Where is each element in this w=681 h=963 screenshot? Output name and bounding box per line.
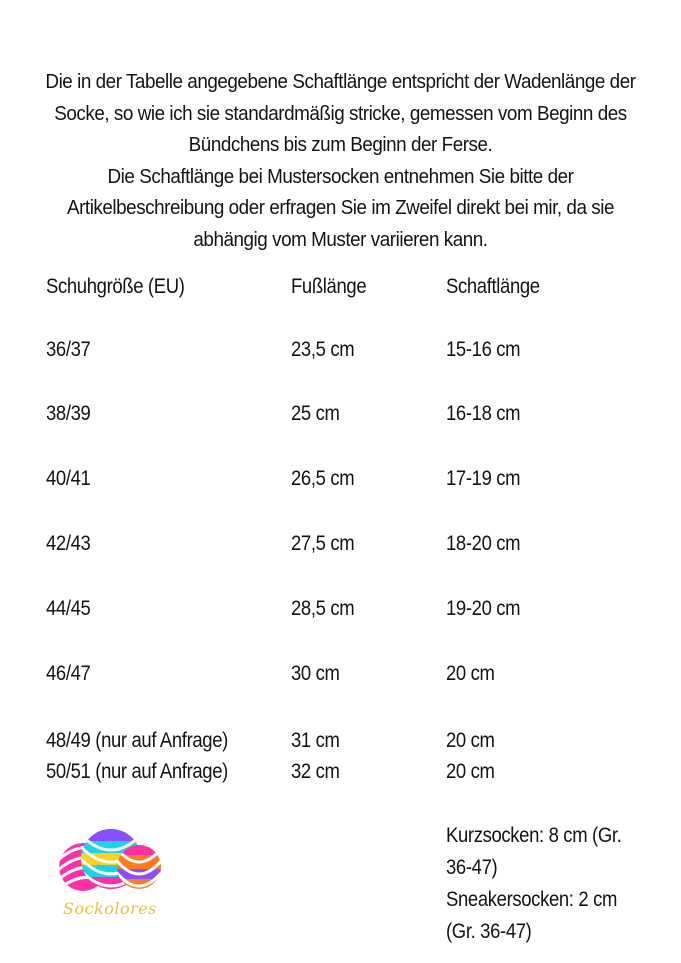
cell-shaft-length: 20 cm	[446, 729, 495, 752]
cell-shoe-size: 44/45	[46, 597, 91, 620]
cell-shaft-length: 15-16 cm	[446, 338, 521, 361]
intro-line: Artikelbeschreibung oder erfragen Sie im Zweifel direkt bei mir, da sie	[66, 196, 615, 219]
cell-foot-length: 23,5 cm	[291, 338, 355, 361]
note-kurzsocken-line: Kurzsocken: 8 cm (Gr.	[446, 824, 622, 847]
intro-line: abhängig vom Muster variieren kann.	[193, 227, 488, 251]
cell-shaft-length: 16-18 cm	[446, 402, 521, 425]
cell-shaft-length: 18-20 cm	[446, 532, 521, 555]
cell-foot-length: 28,5 cm	[291, 597, 355, 620]
cell-shaft-length: 20 cm	[446, 760, 495, 783]
cell-shoe-size: 42/43	[46, 532, 91, 555]
sockolores-logo	[55, 825, 165, 925]
cell-foot-length: 25 cm	[291, 402, 340, 425]
note-sneakersocken-line: (Gr. 36-47)	[446, 920, 532, 943]
logo-text: Sockolores	[63, 899, 157, 918]
sock-notes	[446, 820, 648, 948]
cell-shoe-size: 36/37	[46, 338, 91, 361]
header-shaft-length: Schaftlänge	[446, 275, 540, 298]
intro-line: Socke, so wie ich sie standardmäßig stricke, gemessen vom Beginn des	[54, 101, 627, 125]
intro-line: Die Schaftlänge bei Mustersocken entnehmen Sie bitte der	[107, 164, 574, 188]
cell-foot-length: 32 cm	[291, 760, 340, 783]
cell-foot-length: 27,5 cm	[291, 532, 355, 555]
cell-foot-length: 30 cm	[291, 662, 340, 685]
cell-shoe-size: 50/51 (nur auf Anfrage)	[46, 760, 228, 783]
cell-shoe-size: 38/39	[46, 402, 91, 425]
cell-shaft-length: 20 cm	[446, 662, 495, 685]
intro-text	[44, 66, 637, 255]
note-sneakersocken-line: Sneakersocken: 2 cm	[446, 888, 618, 911]
header-foot-length: Fußlänge	[291, 275, 367, 298]
intro-line: Bündchens bis zum Beginn der Ferse.	[188, 133, 493, 156]
cell-shoe-size: 48/49 (nur auf Anfrage)	[46, 729, 228, 752]
cell-shaft-length: 17-19 cm	[446, 467, 521, 490]
cell-foot-length: 26,5 cm	[291, 467, 355, 490]
cell-shoe-size: 46/47	[46, 662, 91, 685]
cell-shaft-length: 19-20 cm	[446, 597, 521, 620]
note-kurzsocken-line: 36-47)	[446, 856, 498, 879]
cell-foot-length: 31 cm	[291, 729, 340, 752]
yarn-balls-icon	[55, 825, 165, 901]
header-shoe-size: Schuhgröße (EU)	[46, 275, 185, 298]
cell-shoe-size: 40/41	[46, 467, 91, 490]
intro-line: Die in der Tabelle angegebene Schaftlänge entspricht der Wadenlänge der	[45, 70, 636, 93]
